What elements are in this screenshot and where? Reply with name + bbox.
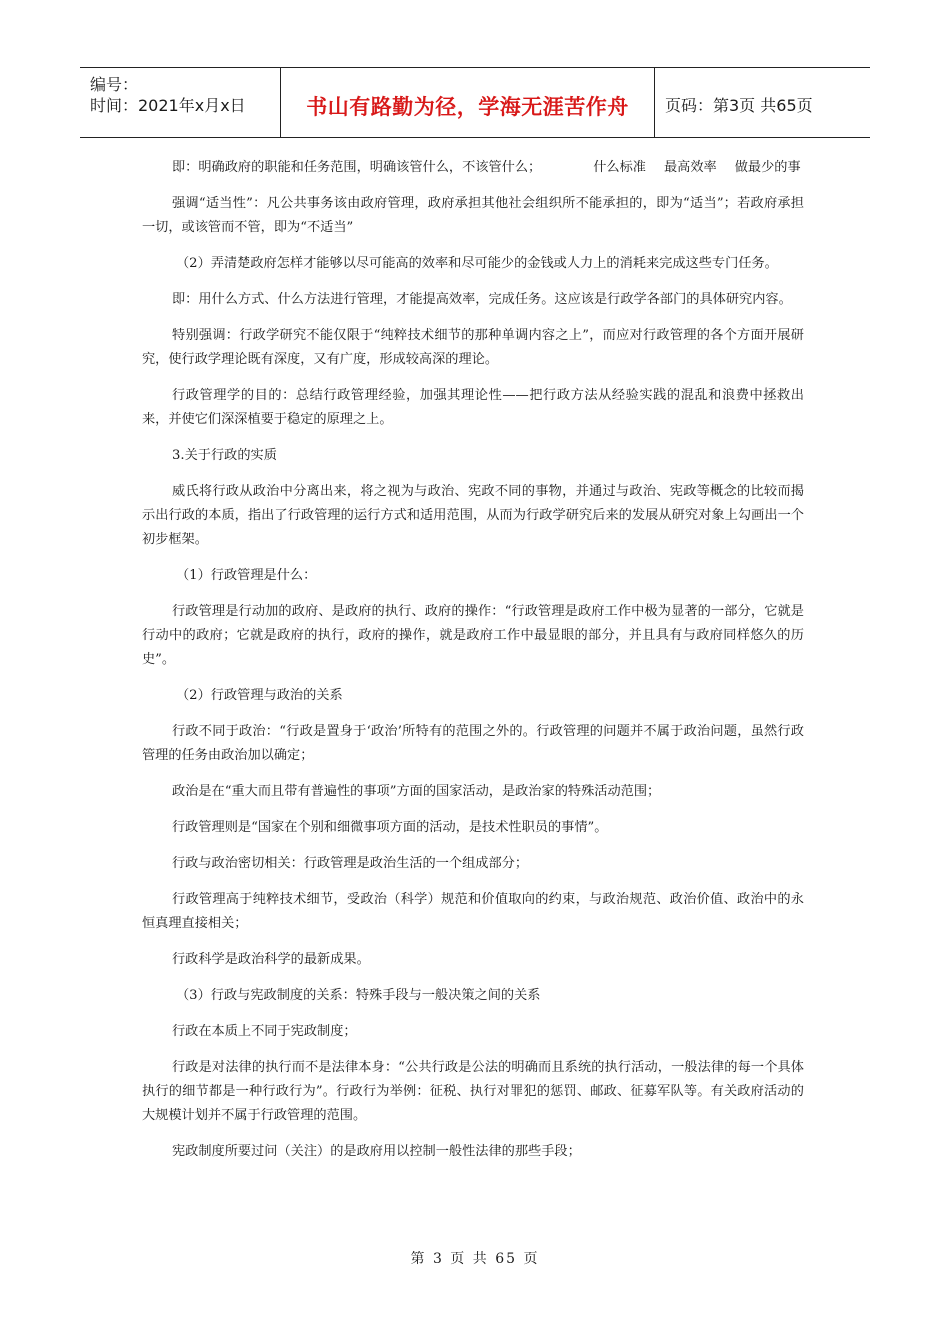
section-heading-3: 3.关于行政的实质 xyxy=(172,448,277,463)
paragraph-3: （2）弄清楚政府怎样才能够以尽可能高的效率和尽可能少的金钱或人力上的消耗来完成这些专门任务。 xyxy=(176,256,778,271)
p1-term-2: 最高效率 xyxy=(664,160,717,175)
p1-term-3: 做最少的事 xyxy=(734,160,801,175)
p1-main: 即：明确政府的职能和任务范围，明确该管什么，不该管什么； xyxy=(172,160,542,175)
page-header xyxy=(80,67,870,138)
paragraph-13: 政治是在“重大而且带有普遍性的事项”方面的国家活动，是政治家的特殊活动范围； xyxy=(172,784,661,799)
subheading-1: （1）行政管理是什么： xyxy=(176,568,317,583)
paragraph-21: 宪政制度所要过问（关注）的是政府用以控制一般性法律的那些手段； xyxy=(172,1144,581,1159)
header-page-label: 页码：第3页 共65页 xyxy=(665,96,813,115)
p1-term-1: 什么标准 xyxy=(593,160,646,175)
header-meta-cell xyxy=(80,68,281,137)
paragraph-2: 强调“适当性”：凡公共事务该由政府管理，政府承担其他社会组织所不能承担的，即为“适当”；若政府承担一切，或该管而不管，即为“不适当” xyxy=(142,196,804,235)
paragraph-8: 威氏将行政从政治中分离出来，将之视为与政治、宪政不同的事物，并通过与政治、宪政等概念的比较而揭示出行政的本质，指出了行政管理的运行方式和适用范围，从而为行政学研究后来的发展从研究对象上勾画出一个初步框架。 xyxy=(142,484,804,547)
document-body xyxy=(142,156,804,1176)
header-motto: 书山有路勤为径，学海无涯苦作舟 xyxy=(281,68,655,137)
paragraph-5: 特别强调：行政学研究不能仅限于“纯粹技术细节的那种单调内容之上”，而应对行政管理的各个方面开展研究，使行政学理论既有深度，又有广度，形成较高深的理论。 xyxy=(142,328,804,367)
paragraph-20: 行政是对法律的执行而不是法律本身：“公共行政是公法的明确而且系统的执行活动，一般法律的每一个具体执行的细节都是一种行政行为”。行政行为举例：征税、执行对罪犯的惩罚、邮政、征募军队等。有关政府活动的大规模计划并不属于行政管理的范围。 xyxy=(142,1060,804,1123)
subheading-3: （3）行政与宪政制度的关系：特殊手段与一般决策之间的关系 xyxy=(176,988,541,1003)
page-footer: 第 3 页 共 65 页 xyxy=(410,1251,540,1267)
paragraph-14: 行政管理则是“国家在个别和细微事项方面的活动，是技术性职员的事情”。 xyxy=(172,820,608,835)
paragraph-16: 行政管理高于纯粹技术细节，受政治（科学）规范和价值取向的约束，与政治规范、政治价值、政治中的永恒真理直接相关； xyxy=(142,892,804,931)
paragraph-1 xyxy=(142,156,804,180)
paragraph-6: 行政管理学的目的：总结行政管理经验，加强其理论性——把行政方法从经验实践的混乱和浪费中拯救出来，并使它们深深植要于稳定的原理之上。 xyxy=(142,388,804,427)
paragraph-10: 行政管理是行动加的政府、是政府的执行、政府的操作：“行政管理是政府工作中极为显著的一部分，它就是行动中的政府；它就是政府的执行，政府的操作，就是政府工作中最显眼的部分，并且具有与政府同样悠久的历史”。 xyxy=(142,604,804,667)
paragraph-4: 即：用什么方式、什么方法进行管理，才能提高效率，完成任务。这应该是行政学各部门的具体研究内容。 xyxy=(172,292,792,307)
date-label: 时间：2021年x月x日 xyxy=(90,96,246,115)
paragraph-19: 行政在本质上不同于宪政制度； xyxy=(172,1024,357,1039)
subheading-2: （2）行政管理与政治的关系 xyxy=(176,688,343,703)
paragraph-12: 行政不同于政治：“行政是置身于‘政治’所特有的范围之外的。行政管理的问题并不属于政治问题，虽然行政管理的任务由政治加以确定； xyxy=(142,724,804,763)
number-label: 编号： xyxy=(90,75,139,94)
paragraph-17: 行政科学是政治科学的最新成果。 xyxy=(172,952,370,967)
paragraph-15: 行政与政治密切相关：行政管理是政治生活的一个组成部分； xyxy=(172,856,529,871)
